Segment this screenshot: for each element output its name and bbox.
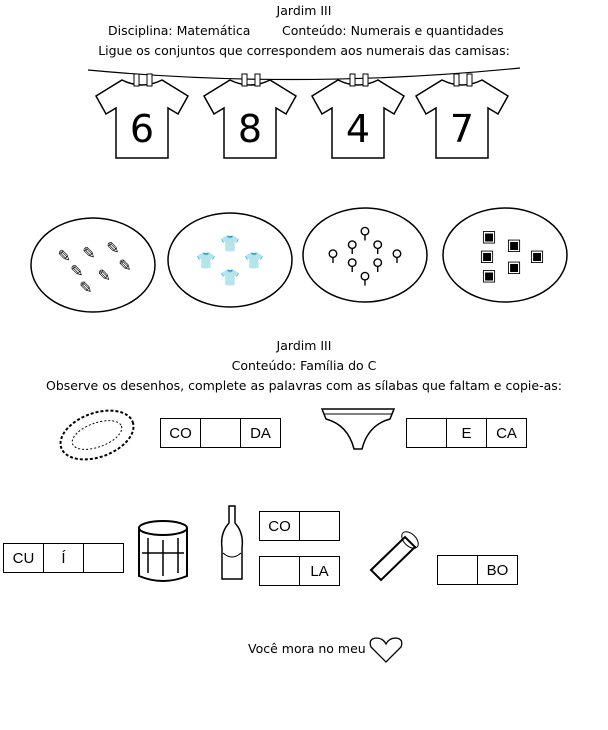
- lollipop-item: ⚲: [346, 237, 359, 257]
- backpack-item: ▣: [506, 256, 522, 276]
- set-pencils[interactable]: [28, 215, 158, 315]
- syllable-box: BO: [486, 561, 509, 579]
- bush-image: [45, 405, 145, 465]
- shirt-4: [412, 72, 512, 162]
- syllable-box: E: [447, 419, 487, 447]
- heart-icon: [368, 636, 404, 664]
- shirt-number: 4: [345, 107, 371, 151]
- blank-syllable-box[interactable]: [438, 556, 478, 584]
- shirt-1: [92, 72, 192, 162]
- syllable-boxes-bottle-top: [259, 511, 340, 541]
- syllable-boxes-underwear: [406, 418, 527, 448]
- content: Conteúdo: Numerais e quantidades: [282, 23, 504, 38]
- blank-syllable-box[interactable]: [201, 419, 241, 447]
- lollipop-item: ⚲: [371, 254, 384, 274]
- instruction: Ligue os conjuntos que correspondem aos numerais das camisas:: [98, 43, 510, 58]
- set-shirts[interactable]: [165, 210, 295, 310]
- shirt-item: 👕: [220, 267, 240, 287]
- syllable-box: CO: [260, 512, 300, 540]
- pencil-item: ✎: [97, 265, 111, 285]
- flashlight-image: [363, 525, 433, 585]
- lollipop-item: ⚲: [327, 246, 339, 265]
- lollipop-item: ⚲: [359, 223, 371, 243]
- section2-instruction: Observe os desenhos, complete as palavras com as sílabas que faltam e copie-as:: [46, 378, 562, 393]
- shirt-2: [200, 72, 300, 162]
- syllable-box: Í: [44, 544, 84, 572]
- syllable-boxes-bush: [160, 418, 281, 448]
- backpack-item: ▣: [481, 226, 497, 246]
- pencil-item: ✎: [79, 277, 93, 297]
- syllable-boxes-bottle-bottom: [259, 556, 340, 586]
- blank-syllable-box[interactable]: [300, 512, 339, 540]
- syllable-box: LA: [310, 562, 329, 580]
- pencil-item: ✎: [106, 238, 120, 258]
- shirt-item: 👕: [244, 251, 264, 270]
- shirt-3: [308, 72, 408, 162]
- syllable-boxes-drum: [3, 543, 124, 573]
- section2-content: Conteúdo: Família do C: [231, 358, 377, 373]
- set-backpacks[interactable]: [440, 205, 570, 305]
- lollipop-item: ⚲: [371, 237, 384, 257]
- blank-syllable-box[interactable]: [260, 557, 300, 585]
- syllable-boxes-flashlight: [437, 555, 518, 585]
- shirt-item: 👕: [196, 251, 216, 270]
- backpack-item: ▣: [479, 246, 495, 265]
- set-lollipops[interactable]: [300, 205, 430, 305]
- drum-image: [136, 518, 191, 588]
- backpack-item: ▣: [529, 246, 545, 265]
- section1-title: Jardim III: [276, 3, 332, 18]
- pencil-item: ✎: [118, 256, 132, 275]
- backpack-item: ▣: [481, 265, 497, 285]
- shirt-number: 6: [129, 107, 155, 151]
- syllable-box: CA: [496, 424, 517, 442]
- section2-title: Jardim III: [276, 338, 332, 353]
- pencil-item: ✎: [70, 261, 84, 281]
- pencil-item: ✎: [82, 243, 96, 263]
- lollipop-item: ⚲: [359, 268, 371, 288]
- shirt-number: 7: [449, 107, 475, 151]
- underwear-image: [318, 405, 398, 455]
- backpack-item: ▣: [506, 235, 522, 255]
- shirt-number: 8: [237, 107, 263, 151]
- blank-syllable-box[interactable]: [407, 419, 447, 447]
- shirt-item: 👕: [220, 234, 240, 254]
- pencil-item: ✎: [57, 246, 71, 266]
- bottle-image: [217, 503, 247, 583]
- lollipop-item: ⚲: [346, 254, 359, 274]
- discipline: Disciplina: Matemática: [108, 23, 251, 38]
- syllable-box: CU: [4, 544, 44, 572]
- lollipop-item: ⚲: [391, 246, 403, 265]
- syllable-box: CO: [161, 419, 201, 447]
- footer-text: Você mora no meu: [248, 641, 366, 656]
- blank-syllable-box[interactable]: [84, 544, 123, 572]
- syllable-box: DA: [250, 424, 271, 442]
